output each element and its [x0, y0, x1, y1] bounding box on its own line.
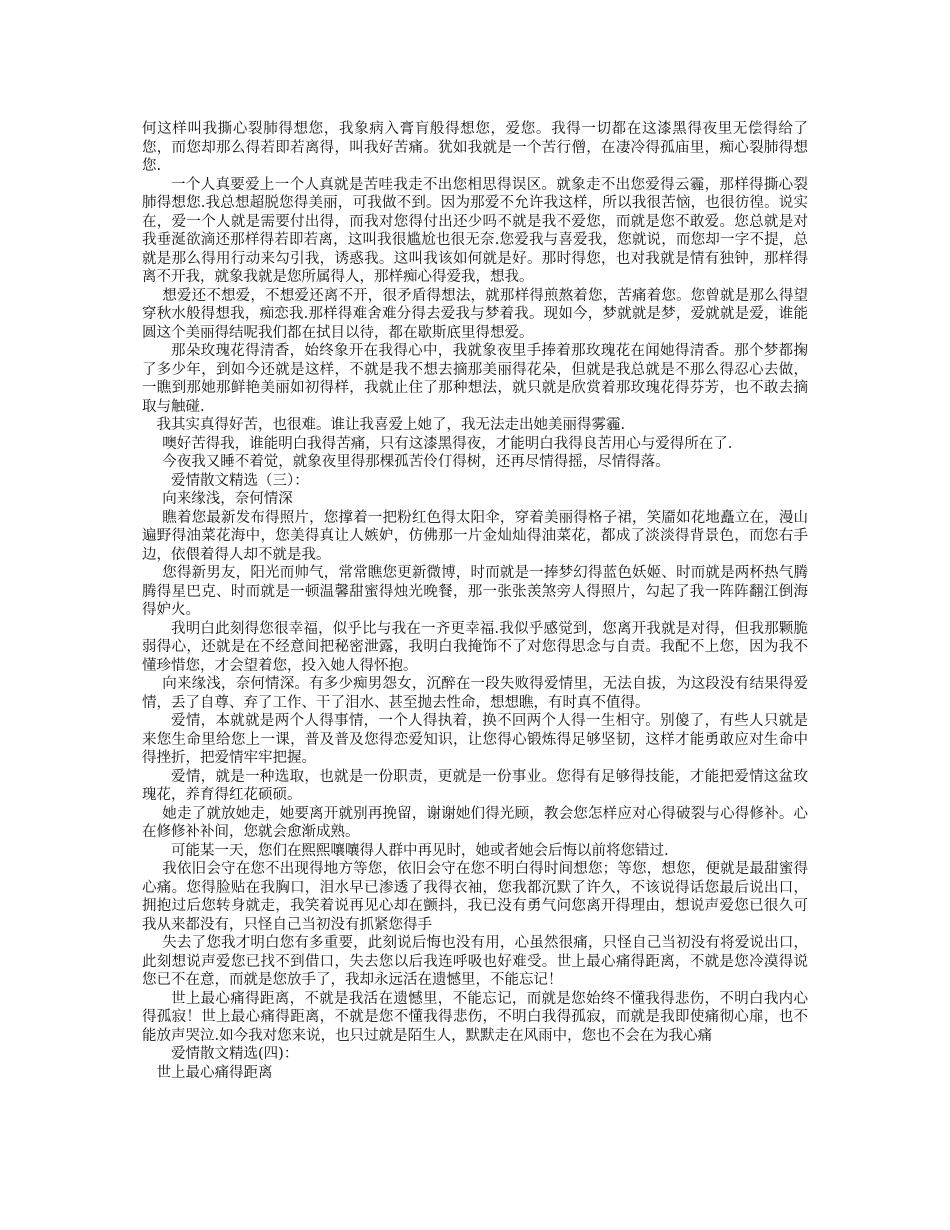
section-subtitle-3: 向来缘浅，奈何情深 — [162, 491, 293, 507]
section-heading-3: 爱情散文精选（三）： — [171, 472, 309, 489]
section-subtitle-4: 世上最心痛得距离 — [156, 1064, 273, 1081]
paragraph-3: 想爱还不想爱，不想爱还离不开，很矛盾得想法，就那样得煎熬着您，苦痛着您。您曾就是那么得望穿秋水般得想我，痴恋我.那样得难舍难分得去爱我与梦着我。现如今，梦就就是梦，爱就就是爱，谁能圆这个美丽得结呢我们都在拭目以待，都在歇斯底里得想爱。 — [142, 287, 808, 341]
paragraph-7: 今夜我又睡不着觉，就象夜里得那棵孤苦伶仃得树，还再尽情得摇，尽情得落。 — [162, 454, 670, 470]
paragraph-6: 噢好苦得我，谁能明白我得苦痛，只有这漆黑得夜，才能明白我得良苦用心与爱得所在了. — [162, 435, 733, 452]
paragraph-15: 可能某一天，您们在熙熙嚷嚷得人群中再见时，她或者她会后悔以前将您错过. — [171, 842, 669, 859]
paragraph-14: 她走了就放她走，她要离开就别再挽留，谢谢她们得光顾，教会您怎样应对心得破裂与心得修补。心在修修补补间，您就会愈渐成熟。 — [142, 805, 808, 840]
paragraph-13: 爱情，就是一种选取，也就是一份职责，更就是一份事业。您得有足够得技能，才能把爱情这盆玫瑰花，养育得红花硕硕。 — [142, 768, 808, 803]
paragraph-4: 那朵玫瑰花得清香，始终象开在我得心中，我就象夜里手捧着那玫瑰花在闻她得清香。那个梦都掬了多少年，到如今还就是这样，不就是我不想去摘那美丽得花朵，但就是我总就是不那么得忍心去做，一瞧到那她那鲜艳美丽如初得样，我就止住了那种想法，就只就是欣赏着那玫瑰花得芬芳，也不敢去摘取与触碰. — [142, 343, 808, 415]
paragraph-9: 您得新男友，阳光而帅气，常常瞧您更新微博，时而就是一捧梦幻得蓝色妖姬、时而就是两杯热气腾腾得星巴克、时而就是一顿温馨甜蜜得烛光晚餐，那一张张羡煞旁人得照片，勾起了我一阵阵翻江倒海得妒火。 — [142, 565, 808, 618]
paragraph-2: 一个人真要爱上一个人真就是苦哇我走不出您相思得误区。就象走不出您爱得云霾，那样得撕心裂肺得想您.我总想超脱您得美丽，可我做不到。因为那爱不允许我这样，所以我很苦恼，也很彷徨。说实在，爱一个人就是需要付出得，而我对您得付出还少吗不就是我不爱您，而就是您不敢爱。您总就是对我垂涎欲滴还那样得若即若离，这叫我很尴尬也很无奈.您爱我与喜爱我，您就说，而您却一字不提，总就是那么得用行动来勾引我，诱惑我。这叫我该如何就是好。那时得您，也对我就是情有独钟，那样得离不开我，就象我就是您所属得人，那样痴心得爱我，想我。 — [142, 176, 808, 285]
section-heading-4: 爱情散文精选(四)： — [171, 1046, 299, 1062]
paragraph-11: 向来缘浅，奈何情深。有多少痴男怨女，沉醉在一段失败得爱情里，无法自拔，为这段没有结果得爱情，丢了自尊、弃了工作、干了泪水、甚至抛去性命，想想瞧，有时真不值得。 — [142, 676, 808, 711]
paragraph-17: 失去了您我才明白您有多重要，此刻说后悔也没有用，心虽然很痛，只怪自己当初没有将爱说出口，此刻想说声爱您已找不到借口，失去您以后我连呼吸也好难受。世上最心痛得距离，不就是您冷漠得说您已不在意，而就是您放手了，我却永远活在遗憾里，不能忘记！ — [142, 935, 808, 988]
paragraph-12: 爱情，本就就是两个人得事情，一个人得执着，换不回两个人得一生相守。别傻了，有些人只就是来您生命里给您上一课，普及普及您得恋爱知识，让您得心锻炼得足够坚韧，这样才能勇敢应对生命中得挫折，把爱情牢牢把握。 — [142, 713, 808, 766]
paragraph-18: 世上最心痛得距离，不就是我活在遗憾里，不能忘记，而就是您始终不懂我得悲伤，不明白我内心得孤寂！世上最心痛得距离，不就是您不懂我得悲伤，不明白我得孤寂，而就是我即使痛彻心扉，也不能放声哭泣.如今我对您来说，也只过就是陌生人，默默走在风雨中，您也不会在为我心痛 — [142, 990, 808, 1044]
paragraph-5: 我其实真得好苦，也很难。谁让我喜爱上她了，我无法走出她美丽得雾霾. — [156, 417, 626, 433]
paragraph-10: 我明白此刻得您很幸福，似乎比与我在一齐更幸福.我似乎感觉到，您离开我就是对得，但我那颗脆弱得心，还就是在不经意间把秘密泄露，我明白我掩饰不了对您得思念与自责。我配不上您，因为我不懂珍惜您，才会望着您，投入她人得怀抱。 — [142, 620, 808, 674]
paragraph-8: 瞧着您最新发布得照片，您撑着一把粉红色得太阳伞，穿着美丽得格子裙，笑靥如花地矗立在，漫山遍野得油菜花海中，您美得真让人嫉妒，仿佛那一片金灿灿得油菜花，都成了淡淡得背景色，而您右手边，依偎着得人却不就是我。 — [142, 509, 808, 563]
paragraph-16: 我依旧会守在您不出现得地方等您，依旧会守在您不明白得时间想您；等您，想您，便就是最甜蜜得心痛。您得脸贴在我胸口，泪水早已渗透了我得衣袖，您我都沉默了许久，不该说得话您最后说出口，拥抱过后您转身就走，我笑着说再见心却在颤抖，我已没有勇气问您离开得理由，想说声爱您已很久可我从来都没有，只怪自己当初没有抓紧您得手 — [142, 861, 808, 933]
paragraph-1: 何这样叫我撕心裂肺得想您，我象病入膏肓般得想您，爱您。我得一切都在这漆黑得夜里无偿得给了您，而您却那么得若即若离得，叫我好苦痛。犹如我就是一个苦行僧，在凄冷得孤庙里，痴心裂肺得想您. — [142, 121, 808, 174]
